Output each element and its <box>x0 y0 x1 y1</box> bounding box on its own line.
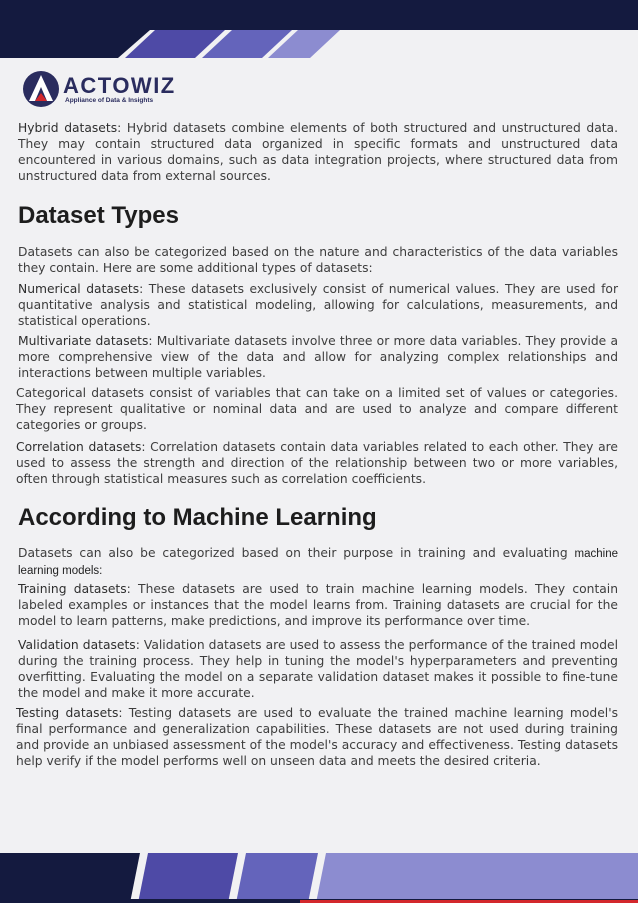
header-decoration <box>0 0 638 66</box>
item-text: : Multivariate datasets involve three or more data variables. They provide a more comprehensive view of the data and allow for analyzing complex relationships and interactions between multiple variables. <box>18 334 618 380</box>
item-text: : Testing datasets are used to evaluate the trained machine learning model's final performance and generalization capabilities. These datasets are not used during training and provide an unbiased assessment of the model's accuracy and effectiveness. Testing datasets help verify if the model performs well on unseen data and meets the desired criteria. <box>16 706 619 768</box>
item-lead: Testing datasets <box>16 706 119 720</box>
section2-intro-tail: machine learning models: <box>18 548 618 577</box>
item-numerical-datasets <box>18 281 618 329</box>
item-validation-datasets <box>18 637 618 701</box>
item-testing-datasets <box>16 705 618 769</box>
intro-text: : Hybrid datasets combine elements of both structured and unstructured data. They may contain structured data organized in specific formats and unstructured data encountered in various domains, such as data integration projects, where structured data from unstructured data from external sources. <box>18 121 618 183</box>
section2-intro-text: Datasets can also be categorized based on their purpose in training and evaluating <box>18 546 568 560</box>
item-text: Categorical datasets consist of variables that can take on a limited set of values or categories. They represent qualitative or nominal data and are used to analyze and compare different categories or groups. <box>16 386 618 432</box>
item-correlation-datasets <box>16 439 618 487</box>
item-lead: Training datasets <box>18 582 127 596</box>
item-lead: Correlation datasets <box>16 440 142 454</box>
section-title-dataset-types: Dataset Types <box>18 202 179 229</box>
intro-lead: Hybrid datasets <box>18 121 118 135</box>
logo <box>21 69 176 109</box>
item-text: : These datasets exclusively consist of numerical values. They are used for quantitative analysis and statistical modeling, allowing for calculations, measurements, and statistical operations. <box>18 282 618 328</box>
brand-tagline: Appliance of Data & Insights <box>65 96 154 104</box>
item-lead: Multivariate datasets <box>18 334 149 348</box>
item-text: : Validation datasets are used to assess the performance of the trained model during the training process. They help in tuning the model's hyperparameters and preventing overfitting. Evaluating the model on a separate validation dataset makes it possible to fine-tune the model and make it more accurate. <box>18 638 618 700</box>
item-lead: Numerical datasets <box>18 282 140 296</box>
brand-name: ACTOWIZ <box>63 72 176 98</box>
actowiz-logo-icon <box>21 69 61 109</box>
item-categorical-datasets <box>16 385 618 433</box>
section1-intro: Datasets can also be categorized based on the nature and characteristics of the data variables they contain. Here are some additional types of datasets: <box>18 245 618 275</box>
item-training-datasets <box>18 581 618 629</box>
section2-intro <box>18 545 618 579</box>
item-multivariate-datasets <box>18 333 618 381</box>
item-text: : Correlation datasets contain data variables related to each other. They are used to assess the strength and direction of the relationship between two or more variables, often through statistical measures such as correlation coefficients. <box>16 440 618 486</box>
intro-paragraph <box>18 120 618 184</box>
item-text: : These datasets are used to train machine learning models. They contain labeled examples or instances that the model learns from. Training datasets are crucial for the model to learn patterns, make predictions, and improve its performance over time. <box>18 582 619 628</box>
item-lead: Validation datasets <box>18 638 136 652</box>
footer-decoration <box>0 845 638 903</box>
section-title-machine-learning: According to Machine Learning <box>18 504 377 531</box>
